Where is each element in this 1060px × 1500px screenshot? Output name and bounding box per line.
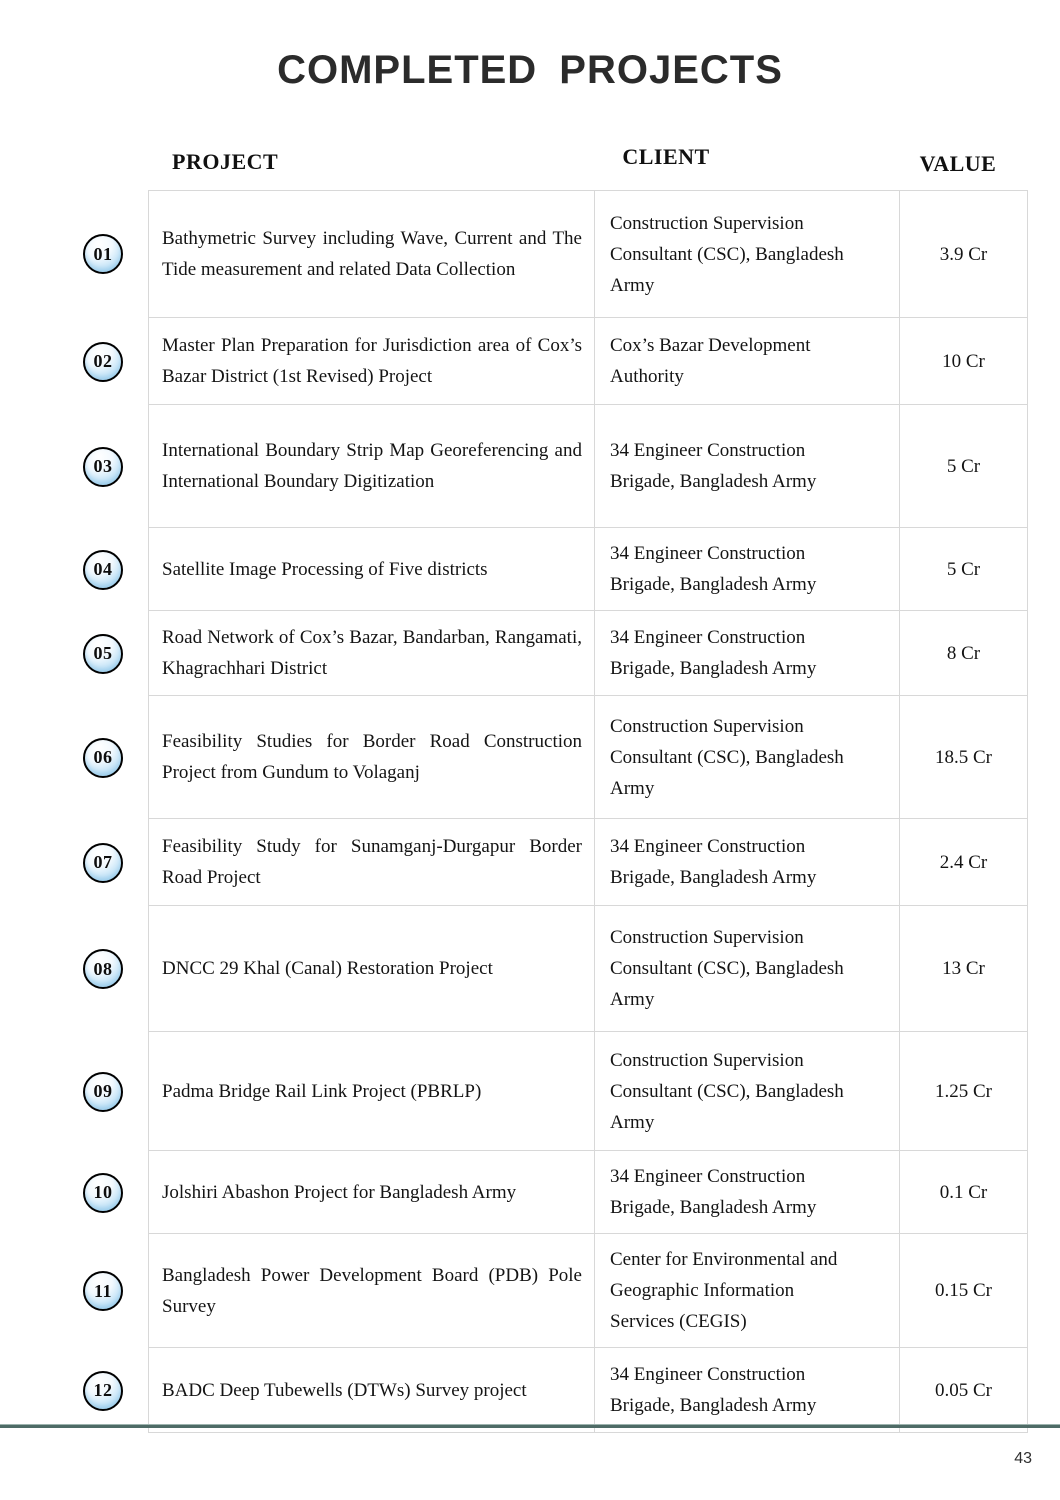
row-number-badge — [83, 634, 123, 674]
table-row — [0, 696, 1028, 819]
row-badge-cell — [0, 819, 148, 906]
value-text: 2.4 Cr — [939, 851, 988, 873]
badge-number: 11 — [93, 1280, 112, 1301]
client-text: Construction Supervision Consultant (CSC), Bangladesh Army — [610, 1049, 844, 1133]
project-text: Road Network of Cox’s Bazar, Bandarban, Rangamati, Khagrachhari District — [162, 627, 582, 679]
badge-number: 10 — [93, 1182, 113, 1202]
project-text: Satellite Image Processing of Five districts — [162, 558, 488, 580]
client-cell — [595, 190, 900, 318]
badge-number: 04 — [93, 559, 113, 579]
table-row — [0, 819, 1028, 906]
badge-number: 02 — [93, 351, 113, 371]
value-text: 18.5 Cr — [935, 746, 992, 768]
value-text: 1.25 Cr — [935, 1080, 992, 1102]
project-cell — [148, 318, 595, 405]
value-text: 13 Cr — [942, 958, 985, 979]
table-row — [0, 1151, 1028, 1234]
row-number-badge — [83, 447, 123, 487]
row-number-badge — [83, 1271, 123, 1311]
badge-number: 07 — [93, 852, 113, 872]
project-cell — [148, 696, 595, 819]
client-text: Construction Supervision Consultant (CSC), Bangladesh Army — [610, 927, 844, 1010]
column-header-project: PROJECT — [172, 149, 279, 174]
page-number: 43 — [1014, 1450, 1032, 1467]
client-text: 34 Engineer Construction Brigade, Bangladesh Army — [610, 543, 817, 595]
table-row — [0, 190, 1028, 318]
table-row — [0, 528, 1028, 611]
value-cell — [900, 528, 1028, 611]
project-cell — [148, 528, 595, 611]
value-cell — [900, 405, 1028, 528]
table-row — [0, 906, 1028, 1032]
project-cell — [148, 1151, 595, 1234]
row-number-badge — [83, 342, 123, 382]
badge-number: 01 — [93, 243, 113, 264]
value-text: 5 Cr — [946, 558, 981, 580]
client-cell — [595, 906, 900, 1032]
client-text: Cox’s Bazar Development Authority — [610, 335, 811, 387]
project-cell — [148, 611, 595, 696]
value-cell — [900, 696, 1028, 819]
project-text: International Boundary Strip Map Georeferencing and International Boundary Digitization — [162, 440, 582, 492]
table-row — [0, 405, 1028, 528]
projects-table — [0, 190, 1028, 1433]
column-header-client: CLIENT — [622, 144, 710, 169]
client-cell — [595, 1348, 900, 1433]
row-number-badge — [83, 1072, 123, 1112]
value-cell — [900, 1348, 1028, 1433]
client-cell — [595, 405, 900, 528]
value-cell — [900, 906, 1028, 1032]
value-cell — [900, 1234, 1028, 1348]
table-row — [0, 1032, 1028, 1151]
row-badge-cell — [0, 318, 148, 405]
value-cell — [900, 190, 1028, 318]
value-cell — [900, 1032, 1028, 1151]
value-text: 0.15 Cr — [935, 1280, 992, 1301]
project-cell — [148, 819, 595, 906]
row-badge-cell — [0, 1348, 148, 1433]
badge-number: 09 — [93, 1081, 113, 1101]
project-text: Jolshiri Abashon Project for Bangladesh Army — [162, 1181, 517, 1203]
client-text: 34 Engineer Construction Brigade, Bangladesh Army — [610, 627, 817, 679]
client-cell — [595, 1032, 900, 1151]
value-text: 0.1 Cr — [939, 1181, 988, 1203]
row-number-badge — [83, 949, 123, 989]
badge-number: 03 — [93, 456, 113, 476]
project-cell — [148, 1348, 595, 1433]
client-cell — [595, 611, 900, 696]
client-text: 34 Engineer Construction Brigade, Bangladesh Army — [610, 836, 817, 888]
row-number-badge — [83, 1173, 123, 1213]
row-badge-cell — [0, 1151, 148, 1234]
row-badge-cell — [0, 1032, 148, 1151]
project-cell — [148, 405, 595, 528]
client-text: Construction Supervision Consultant (CSC), Bangladesh Army — [610, 715, 844, 799]
row-number-badge — [83, 843, 123, 883]
row-number-badge — [83, 234, 123, 274]
table-row — [0, 1348, 1028, 1433]
project-text: Feasibility Study for Sunamganj-Durgapur Border Road Project — [162, 836, 582, 888]
row-badge-cell — [0, 611, 148, 696]
project-cell — [148, 1234, 595, 1348]
project-text: Bangladesh Power Development Board (PDB) Pole Survey — [162, 1264, 582, 1317]
value-cell — [900, 611, 1028, 696]
value-text: 10 Cr — [942, 350, 985, 372]
project-cell — [148, 1032, 595, 1151]
client-cell — [595, 696, 900, 819]
value-text: 5 Cr — [946, 455, 981, 477]
project-text: DNCC 29 Khal (Canal) Restoration Project — [162, 958, 493, 979]
value-cell — [900, 318, 1028, 405]
project-cell — [148, 190, 595, 318]
client-text: 34 Engineer Construction Brigade, Bangladesh Army — [610, 440, 817, 492]
row-badge-cell — [0, 696, 148, 819]
client-cell — [595, 318, 900, 405]
badge-number: 12 — [93, 1380, 113, 1400]
row-badge-cell — [0, 906, 148, 1032]
client-cell — [595, 819, 900, 906]
project-cell — [148, 906, 595, 1032]
client-text: 34 Engineer Construction Brigade, Bangladesh Army — [610, 1364, 817, 1416]
client-text: Construction Supervision Consultant (CSC), Bangladesh Army — [610, 212, 844, 296]
project-text: Padma Bridge Rail Link Project (PBRLP) — [162, 1080, 482, 1102]
client-text: 34 Engineer Construction Brigade, Bangladesh Army — [610, 1166, 817, 1218]
client-cell — [595, 528, 900, 611]
value-cell — [900, 1151, 1028, 1234]
project-text: BADC Deep Tubewells (DTWs) Survey project — [162, 1379, 527, 1401]
value-text: 3.9 Cr — [939, 243, 988, 265]
project-text: Master Plan Preparation for Jurisdiction area of Cox’s Bazar District (1st Revised) Project — [162, 335, 582, 387]
value-text: 0.05 Cr — [935, 1379, 992, 1401]
badge-number: 06 — [93, 747, 113, 767]
client-text: Center for Environmental and Geographic Information Services (CEGIS) — [610, 1249, 838, 1332]
row-number-badge — [83, 738, 123, 778]
row-number-badge — [83, 550, 123, 590]
page-title: COMPLETED PROJECTS — [277, 48, 783, 92]
table-row — [0, 1234, 1028, 1348]
column-header-value: VALUE — [919, 151, 997, 176]
row-badge-cell — [0, 528, 148, 611]
client-cell — [595, 1151, 900, 1234]
footer-accent-line — [0, 1425, 1060, 1428]
project-text: Bathymetric Survey including Wave, Current and The Tide measurement and related Data Collection — [162, 228, 582, 280]
row-badge-cell — [0, 1234, 148, 1348]
row-badge-cell — [0, 190, 148, 318]
table-row — [0, 611, 1028, 696]
value-cell — [900, 819, 1028, 906]
row-badge-cell — [0, 405, 148, 528]
project-text: Feasibility Studies for Border Road Construction Project from Gundum to Volaganj — [162, 731, 582, 783]
value-text: 8 Cr — [946, 642, 981, 664]
badge-number: 08 — [93, 958, 113, 979]
table-row — [0, 318, 1028, 405]
client-cell — [595, 1234, 900, 1348]
row-number-badge — [83, 1371, 123, 1411]
badge-number: 05 — [93, 643, 113, 663]
